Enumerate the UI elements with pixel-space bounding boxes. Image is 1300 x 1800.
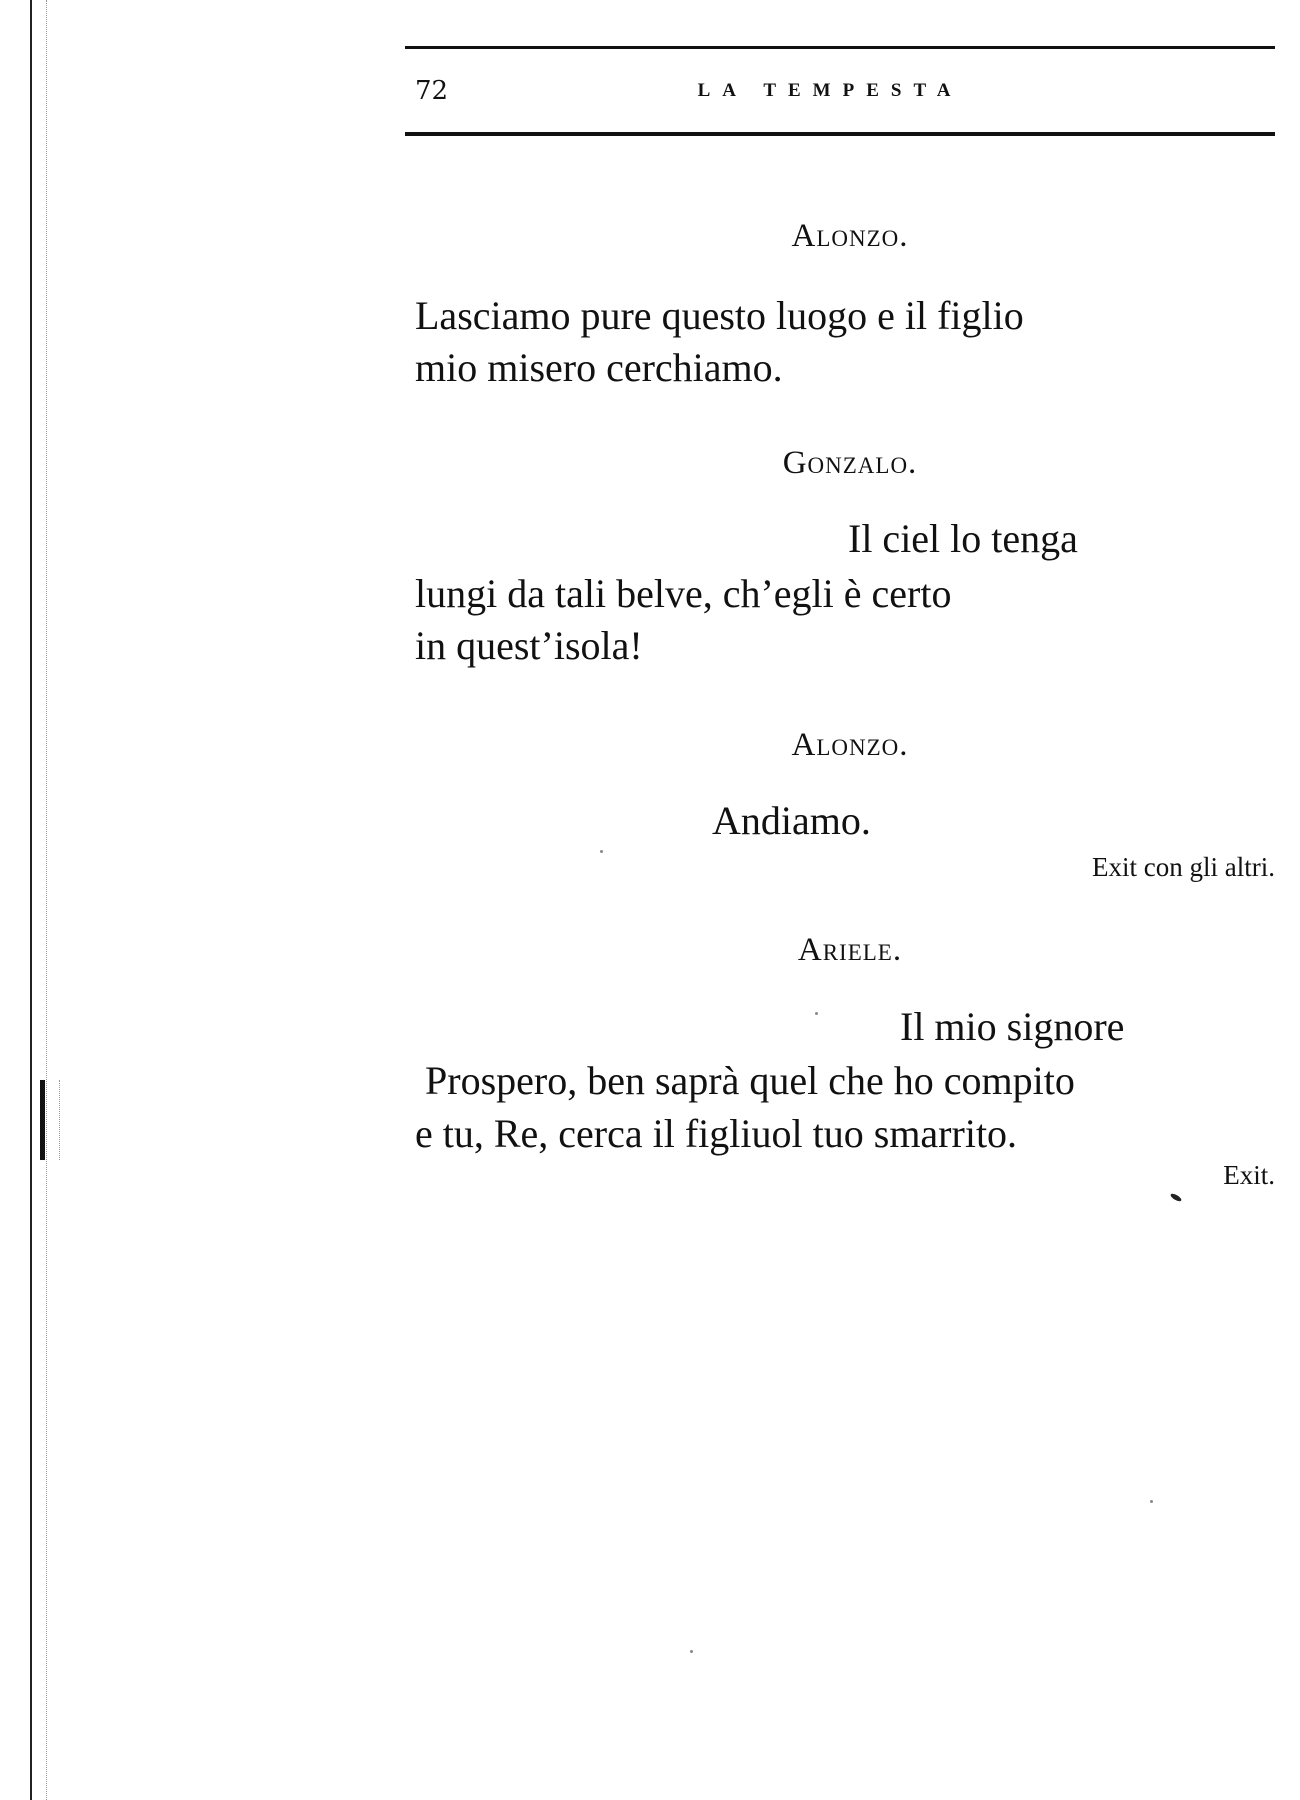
speaker-alonzo: Alonzo. — [791, 727, 909, 763]
scan-binding-shadow — [40, 1080, 60, 1160]
ink-speck — [600, 850, 603, 853]
scan-binding-edge — [30, 0, 47, 1800]
ink-speck — [815, 1012, 818, 1015]
speaker-alonzo: Alonzo. — [791, 218, 909, 254]
speech-line: Lasciamo pure questo luogo e il figlio — [415, 293, 1024, 338]
running-title: LA TEMPESTA — [697, 80, 963, 101]
speech-line: Andiamo. — [712, 798, 871, 843]
speech-line: Il mio signore — [900, 1004, 1125, 1049]
speech-line: e tu, Re, cerca il figliuol tuo smarrito. — [415, 1111, 1018, 1156]
speech-line: in quest’isola! — [415, 623, 643, 668]
stage-direction: Exit. — [1223, 1160, 1275, 1190]
speech-line: lungi da tali belve, ch’egli è certo — [415, 571, 952, 616]
header-rule-top — [405, 46, 1275, 49]
speaker-ariele: Ariele. — [797, 932, 903, 968]
page-number: 72 — [415, 76, 449, 106]
speech-line: Il ciel lo tenga — [848, 516, 1078, 561]
stage-direction: Exit con gli altri. — [1092, 852, 1275, 882]
header-rule-bottom — [405, 132, 1275, 136]
ink-speck — [1170, 1192, 1183, 1202]
speaker-gonzalo: Gonzalo. — [782, 445, 918, 481]
speech-line: mio misero cerchiamo. — [415, 345, 783, 390]
ink-speck — [1150, 1500, 1153, 1503]
ink-speck — [690, 1650, 693, 1653]
speech-line: Prospero, ben saprà quel che ho compito — [425, 1058, 1075, 1103]
